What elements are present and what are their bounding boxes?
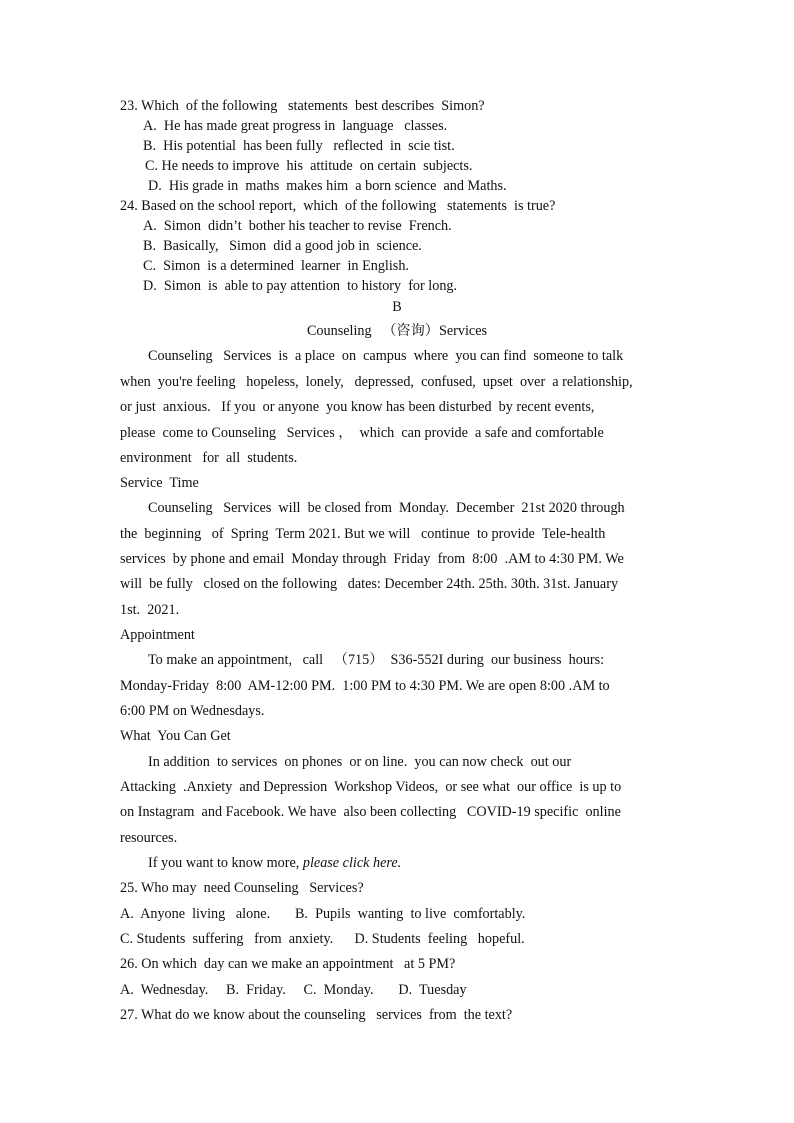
appointment-line-1: To make an appointment, call （715） S36-552I during our business hours: xyxy=(148,652,605,668)
question-23-option-a: A. He has made great progress in language classes. xyxy=(143,118,448,134)
question-23-stem: 23. Which of the following statements best describes Simon? xyxy=(120,98,485,114)
question-23-option-c: C. He needs to improve his attitude on certain subjects. xyxy=(145,158,473,174)
question-26-stem: 26. On which day can we make an appointment at 5 PM? xyxy=(120,956,456,972)
more-info-prefix: If you want to know more, xyxy=(148,855,303,871)
passage-title: Counseling （咨询）Services xyxy=(306,323,488,339)
question-24-option-b: B. Basically, Simon did a good job in science. xyxy=(143,238,422,254)
intro-line-4: please come to Counseling Services ， which can provide a safe and comfortable xyxy=(120,425,604,441)
service-time-line-5: 1st. 2021. xyxy=(120,602,180,618)
get-line-3: on Instagram and Facebook. We have also been collecting COVID-19 specific online xyxy=(120,804,621,820)
question-24-option-c: C. Simon is a determined learner in English. xyxy=(143,258,409,274)
service-time-line-3: services by phone and email Monday through Friday from 8:00 .AM to 4:30 PM. We xyxy=(120,551,624,567)
intro-line-1: Counseling Services is a place on campus where you can find someone to talk xyxy=(148,348,624,364)
question-24-option-a: A. Simon didn’t bother his teacher to revise French. xyxy=(143,218,452,234)
get-line-2: Attacking .Anxiety and Depression Workshop Videos, or see what our office is up to xyxy=(120,779,622,795)
service-time-line-4: will be fully closed on the following dates: December 24th. 25th. 30th. 31st. January xyxy=(120,576,619,592)
more-info-line xyxy=(148,854,401,872)
service-time-line-1: Counseling Services will be closed from Monday. December 21st 2020 through xyxy=(148,500,625,516)
question-25-options-cd: C. Students suffering from anxiety. D. Students feeling hopeful. xyxy=(120,931,525,947)
question-23-option-b: B. His potential has been fully reflected in scie tist. xyxy=(143,138,455,154)
appointment-line-2: Monday-Friday 8:00 AM-12:00 PM. 1:00 PM to 4:30 PM. We are open 8:00 .AM to xyxy=(120,678,610,694)
service-time-line-2: the beginning of Spring Term 2021. But we will continue to provide Tele-health xyxy=(120,526,606,542)
question-26-options: A. Wednesday. B. Friday. C. Monday. D. Tuesday xyxy=(120,982,467,998)
service-time-heading: Service Time xyxy=(120,475,199,491)
question-25-options-ab: A. Anyone living alone. B. Pupils wanting to live comfortably. xyxy=(120,906,526,922)
passage-letter: B xyxy=(392,299,402,315)
question-23-option-d: D. His grade in maths makes him a born science and Maths. xyxy=(148,178,507,194)
intro-line-3: or just anxious. If you or anyone you know has been disturbed by recent events, xyxy=(120,399,595,415)
what-you-can-get-heading: What You Can Get xyxy=(120,728,231,744)
question-27-stem: 27. What do we know about the counseling services from the text? xyxy=(120,1007,513,1023)
intro-line-2: when you're feeling hopeless, lonely, depressed, confused, upset over a relationship, xyxy=(120,374,633,390)
get-line-4: resources. xyxy=(120,830,178,846)
question-24-option-d: D. Simon is able to pay attention to history for long. xyxy=(143,278,458,294)
get-line-1: In addition to services on phones or on line. you can now check out our xyxy=(148,754,572,770)
intro-line-5: environment for all students. xyxy=(120,450,298,466)
click-here-link[interactable]: please click here. xyxy=(302,855,402,871)
question-25-stem: 25. Who may need Counseling Services? xyxy=(120,880,364,896)
question-24-stem: 24. Based on the school report, which of the following statements is true? xyxy=(120,198,556,214)
appointment-line-3: 6:00 PM on Wednesdays. xyxy=(120,703,265,719)
appointment-heading: Appointment xyxy=(120,627,195,643)
